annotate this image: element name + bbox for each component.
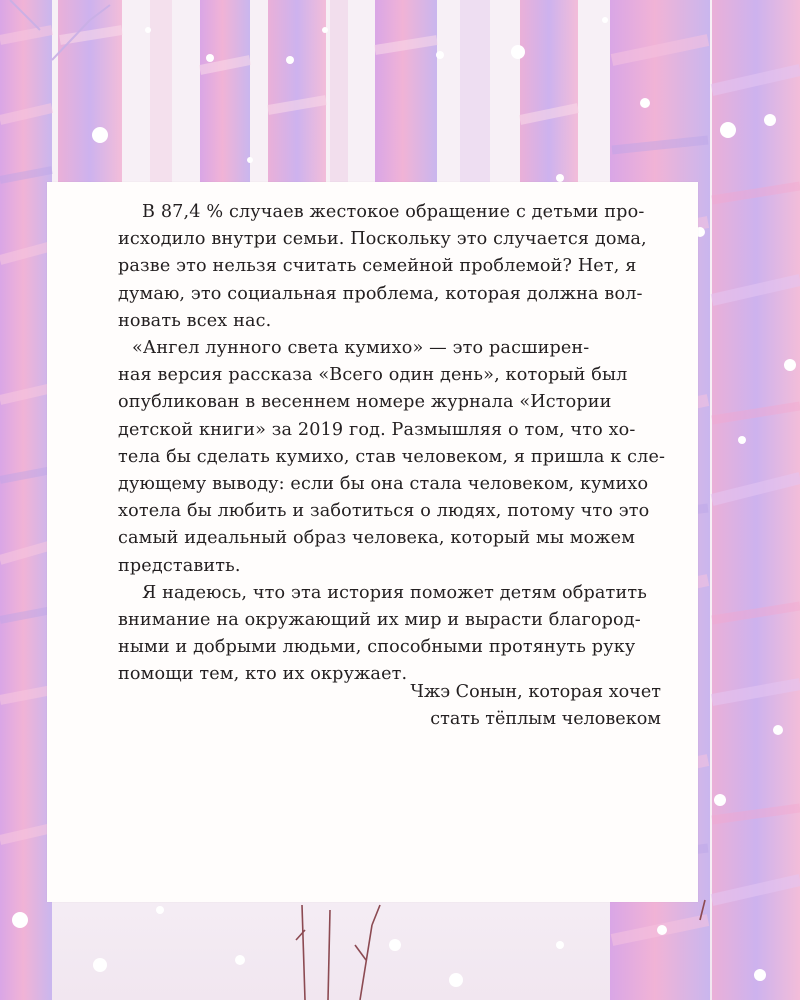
tree-trunk: [0, 0, 52, 1000]
signature-line: стать тёплым человеком: [430, 709, 661, 730]
tree-trunk: [520, 0, 578, 190]
text-line: В 87,4 % случаев жестокое обращение с детьми про-: [142, 202, 645, 222]
text-line: представить.: [118, 555, 241, 576]
text-card: [47, 182, 698, 902]
paragraph-1: [118, 199, 651, 335]
tree-trunk: [268, 0, 326, 190]
text-line: разве это нельзя считать семейной проблемой? Нет, я: [118, 256, 637, 277]
paragraph-2: [118, 335, 666, 580]
text-line: внимание на окружающий их мир и вырасти благород-: [118, 610, 641, 631]
text-line: думаю, это социальная проблема, которая должна вол-: [118, 283, 643, 304]
afterword-text: [118, 199, 666, 689]
signature-line: Чжэ Сонын, которая хочет: [410, 682, 661, 702]
text-line: самый идеальный образ человека, который мы можем: [118, 528, 636, 549]
text-line: исходило внутри семьи. Поскольку это случается дома,: [118, 229, 647, 250]
text-line: детской книги» за 2019 год. Размышляя о том, что хо-: [118, 419, 636, 440]
tree-trunk: [200, 0, 250, 190]
text-line: дующему выводу: если бы она стала человеком, кумихо: [118, 474, 649, 495]
text-line: помощи тем, кто их окружает.: [118, 664, 408, 685]
text-line: тела бы сделать кумихо, став человеком, я пришла к сле-: [118, 446, 666, 467]
paragraph-3: [118, 580, 651, 689]
text-line: ными и добрыми людьми, способными протянуть руку: [118, 637, 636, 658]
text-line: новать всех нас.: [118, 310, 272, 331]
text-line: ная версия рассказа «Всего один день», который был: [118, 365, 628, 386]
text-line: опубликован в весеннем номере журнала «Истории: [118, 392, 612, 413]
text-line: хотела бы любить и заботиться о людях, потому что это: [118, 501, 650, 522]
text-line: Я надеюсь, что эта история поможет детям обратить: [142, 582, 647, 603]
tree-trunk: [375, 0, 437, 190]
text-line: «Ангел лунного света кумихо» — это расширен-: [132, 338, 590, 359]
author-signature: [410, 679, 661, 733]
